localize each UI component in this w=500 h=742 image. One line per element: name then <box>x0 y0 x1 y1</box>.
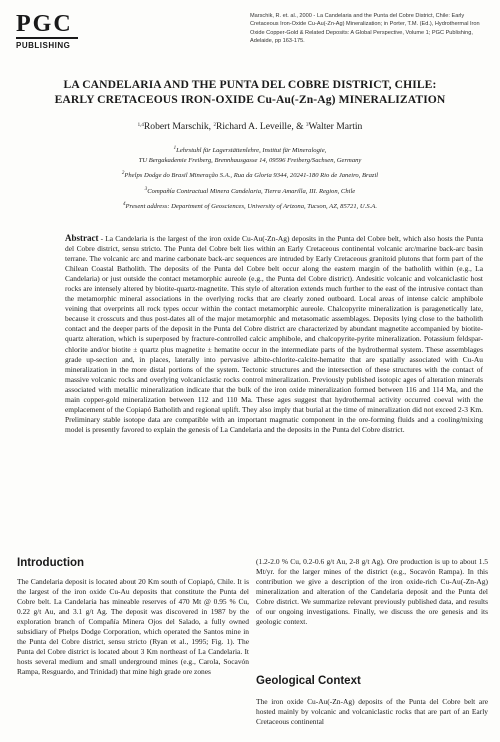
affiliation-3-text: Compañía Contractual Minera Candelaria, Tierra Amarilla, III. Region, Chile <box>147 187 356 195</box>
abstract-text: - La Candelaria is the largest of the iron oxide Cu-Au(-Zn-Ag) deposits in the Punta del Cobre belt, which also hosts the Punta del Cobre district, sensu stricto. The Punta del Cobre belt lies within an Early Cretaceous continental volcanic arc/marine back-arc basin terrane. The volcanic arc and marine carbonate back-arc sequences are intruded by Early Cretaceous granitoid plutons that form part of the Chilean Coastal Batholith. The deposits of the Punta del Cobre belt occur along the eastern margin of the batholith within (e.g., La Candelaria) or just outside the contact metamorphic aureole (e.g., the Punta del Cobre district). Andesitic volcanic and volcaniclastic host rocks are intensely altered by biotite-quartz-magnetite. This style of alteration extends much further to the east of the intrusive contact than the metamorphic mineral associations in the overlying rocks that are clearly zoned outboard. Local areas of intense calcic amphibole veining that overprints all rock types occur within the contact metamorphic aureole. Chalcopyrite mineralization is paragenetically late, because it crosscuts and thus post-dates all of the major metamorphic and metasomatic assemblages. Deposits lying close to the batholith contact and the deeper parts of the deposit in the Punta del Cobre district are characterized by abundant magnetite accompanied by biotite-quartz alteration, which is superposed by fracture-controlled calcic amphibole, and chalcopyrite-pyrite mineralization. Potassium feldspar-chlorite and/or biotite ± quartz plus magnetite ± hematite occur in the intermediate parts of the hydrothermal system. These assemblages grade up-section and, in places, laterally into pervasive albite-chlorite-calcite-hematite that are spatially associated with Cu-Au mineralization in the more distal portions of the system. Tectonic structures and the intersection of these structures with the contact of massive volcanic rocks and overlying volcaniclastic rocks control mineralization. Previously published isotopic ages of alteration minerals associated with metallic mineralization indicate that the bulk of the iron oxide mineralization formed between 116 and 114 Ma, and the main copper-gold mineralization between 112 and 110 Ma. These ages suggest that hydrothermal activity occurred coeval with the emplacement of the Copiapó Batholith and regional uplift. They also imply that burial at the time of mineralization did not exceed 2-3 Km. Preliminary stable isotope data are compatible with an important magmatic component in the ore-forming fluids and a cooling/mixing model is presently favored to explain the genesis of La Candelaria and the deposits in the Punta del Cobre district. <box>65 234 483 434</box>
affiliation-3-number: 3 <box>144 186 148 192</box>
affiliation-2-number: 2 <box>121 171 125 177</box>
geological-context-text: The iron oxide Cu-Au(-Zn-Ag) deposits of the Punta del Cobre belt are hosted mainly by volcanic and volcaniclastic rocks that are part of an Early Cretaceous continental <box>256 697 488 727</box>
author-3: Walter Martin <box>308 121 363 132</box>
affiliation-3 <box>20 185 480 197</box>
author-2-affil: 2 <box>213 123 216 128</box>
paper-title <box>20 77 480 107</box>
affiliation-2 <box>20 169 480 181</box>
affiliation-4 <box>20 200 480 212</box>
title-line-1: LA CANDELARIA AND THE PUNTA DEL COBRE DISTRICT, CHILE: <box>63 78 437 91</box>
author-2: Richard A. Leveille, & <box>215 121 306 132</box>
logo-subtitle: PUBLISHING <box>16 41 71 50</box>
affiliation-1-line-2: TU Bergakademie Freiberg, Brennhausgasse 14, 09596 Freiberg/Sachsen, Germany <box>138 156 362 164</box>
geological-context-heading: Geological Context <box>256 675 361 687</box>
affiliation-1-line-1: Lehrstuhl für Lagerstättenlehre, Institut für Mineralogie, <box>176 147 327 154</box>
right-column-text: (1.2-2.0 % Cu, 0.2-0.6 g/t Au, 2-8 g/t Ag). Ore production is up to about 1.5 Mt/yr. for the larger mines of the district (e.g., Socavón Rampa). In this contribution we give a description of the iron oxide-rich Cu-Au(-Zn-Ag) mineralization and alteration of the Candelaria deposit and the Punta del Cobre district. We summarize relevant previously published data, and results of our ongoing investigations. Finally, we discuss the ore genesis and its geologic context. <box>256 557 488 627</box>
author-3-affil: 3 <box>306 123 309 128</box>
citation: Marschik, R. et. al., 2000 - La Candelaria and the Punta del Cobre District, Chile: Early Cretaceous Iron-Oxide Cu-Au(-Zn-Ag) Mineralization; in Porter, T.M. (Ed.), Hydrothermal Iron Oxide Copper-Gold & Related Deposits: A Global Perspective, Volume 1; PGC Publishing, Adelaide, pp 163-175. <box>250 13 480 45</box>
abstract <box>65 233 483 435</box>
title-line-2: EARLY CRETACEOUS IRON-OXIDE Cu-Au(-Zn-Ag) MINERALIZATION <box>54 93 446 106</box>
author-1-affil: 1,4 <box>137 123 144 128</box>
affiliation-4-number: 4 <box>123 202 126 208</box>
introduction-heading: Introduction <box>17 557 85 569</box>
affiliation-2-text: Phelps Dodge do Brasil Mineração S.A., Rua da Gloria 9344, 20241-180 Rio de Janeiro, Brazil <box>124 172 379 180</box>
affiliation-4-text: Present address: Department of Geosciences, University of Arizona, Tucson, AZ, 85721, U.S.A. <box>125 203 377 211</box>
affiliation-1 <box>20 144 480 156</box>
author-list <box>20 121 480 132</box>
author-1: Robert Marschik, <box>143 121 214 132</box>
publisher-logo <box>16 12 78 50</box>
affiliation-1-number: 1 <box>173 146 177 151</box>
logo-mark: PGC <box>16 12 78 39</box>
introduction-text: The Candelaria deposit is located about 20 Km south of Copiapó, Chile. It is the largest of the iron oxide Cu-Au deposits that constitute the Punta del Cobre belt. La Candelaria has mineable reserves of 470 Mt @ 0.95 % Cu, 0.22 g/t Au, and 3.1 g/t Ag. The deposit was discovered in 1987 by the exploration branch of Compañía Minera Ojos del Salado, a fully owned subsidiary of Phelps Dodge Corporation, which operated the Santos mine in the Punta del Cobre district, sensu stricto (Ryan et al., 1995; Fig. 1). The Punta del Cobre district is located about 3 Km northeast of La Candelaria. It hosts several medium and small underground mines (e.g., Carola, Socavón Rampa, Resguardo, and Trinidad) that mine high grade ore zones <box>17 577 249 677</box>
abstract-label: Abstract <box>65 233 99 243</box>
affiliations <box>20 144 480 212</box>
